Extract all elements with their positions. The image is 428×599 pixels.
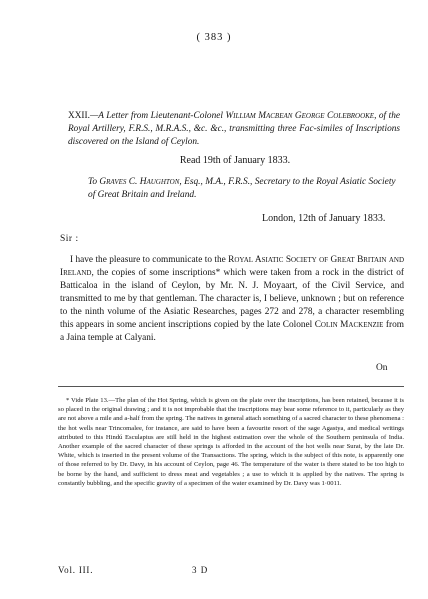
addressee — [88, 176, 398, 202]
article-heading — [68, 110, 400, 149]
body-text-1: I have the pleasure to communicate to the — [70, 255, 229, 265]
society-name: Royal Asiatic Society of Great Britain and Ireland — [60, 255, 404, 278]
addressee-to: To — [88, 177, 100, 187]
article-number: XXII. — [68, 111, 90, 121]
footnote-divider — [58, 386, 404, 387]
addressee-name: Graves C. Haughton — [99, 177, 180, 187]
read-date: Read 19th of January 1833. — [179, 155, 291, 166]
salutation: Sir : — [60, 234, 79, 244]
author-name: William Macbean George Colebrooke — [225, 111, 375, 121]
body-text-2: , the copies of some inscriptions* which were taken from a rock in the district of Batticaloa in the island of Ceylon, by Mr. N. J. Moyaart, of the Civil Service, and transmitted to me by that gentleman. The character is, I believe, unknown ; but on reference to the ninth volume of the Asiatic Researches, pages 272 and 278, a character resembling this appears in some ancient inscriptions copied by the late Colonel — [60, 268, 404, 330]
volume-signature: Vol. III. — [58, 565, 94, 575]
body-paragraph — [60, 254, 404, 345]
footnote: * Vide Plate 13.—The plan of the Hot Spring, which is given on the plate over the inscriptions, has been retained, because it is so placed in the original drawing ; and it is not improbable that the inscriptions may bear some reference to it, particularly as they are not above a mile and a-half from the spring. The natives in general attach something of a sacred character to these phenomena : the hot wells near Trincomalee, for instance, are said to have been a favourite resort of the sage Agastya, and medical writings attributed to this Hindú Esculapius are still held in the highest estimation over the whole of the Southern peninsula of India. Another example of the sacred character of these springs is afforded in the account of the hot wells near Surat, by the late Dr. White, which is inserted in the present volume of the Transactions. The spring, which is the subject of this note, is apparently one of those referred to by Dr. Davy, in his account of Ceylon, page 46. The temperature of the water is there stated to be too high to be borne by the hand, and sufficient to dress meat and vegetables ; a use to which it is applied by the natives. The spring is constantly bubbling, and the specific gravity of a specimen of the water examined by Dr. Davy was 1·0011. — [58, 397, 404, 487]
addressee-rest: , Esq., M.A., F.R.S., Secretary to the Royal Asiatic Society of Great Britain and Ireland. — [88, 177, 396, 200]
catchword: On — [376, 363, 388, 373]
dateline: London, 12th of January 1833. — [262, 213, 386, 224]
gathering-mark: 3 D — [192, 565, 209, 575]
mackenzie-name: Colin Mackenzie — [314, 320, 384, 330]
body-text-3: from a Jaina temple at Calyani. — [60, 320, 404, 343]
heading-text-2: , of the Royal Artillery, F.R.S., M.R.A.S., &c. &c., transmitting three Fac-similes of Inscriptions discovered on the Island of Ceylon. — [68, 111, 400, 147]
page-number: ( 383 ) — [196, 32, 232, 43]
heading-text-1: —A Letter from Lieutenant-Colonel — [89, 111, 226, 121]
